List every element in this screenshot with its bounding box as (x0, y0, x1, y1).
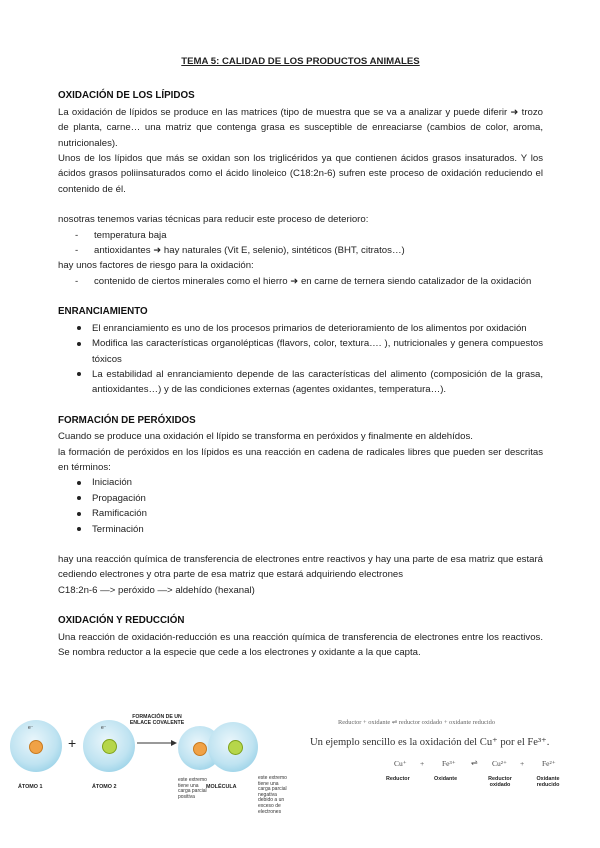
paragraph: La oxidación de lípidos se produce en las matrices (tipo de muestra que se va a analizar y puede diferir ➜ trozo de planta, carne… una matriz que contenga grasa es susceptible de enreaciarse (cambios de color, aroma, nutricionales). (58, 106, 543, 149)
document-page (58, 54, 543, 660)
paragraph: Unos de los lípidos que más se oxidan son los triglicéridos ya que contienen ácidos grasos insaturados. Y los ácidos grasos poliinsaturados como el ácido linoleico (C18:2n-6) sufren este proceso de oxidación reduciendo el contenido de él. (58, 153, 543, 195)
paragraph: hay una reacción química de transferencia de electrones entre reactivos y hay una parte de esa matriz que estará cediendo electrones y otra parte de esa matriz que estará adquiriendo electrones (58, 553, 543, 581)
atom2-electron: e⁻ (101, 725, 107, 731)
paragraph: C18:2n-6 —> peróxido —> aldehído (hexanal) (58, 584, 255, 596)
list-item: La estabilidad al enranciamiento depende de las características del alimento (composición de la grasa, antioxidantes…) y de las condiciones externas (agentes oxidantes, temperatura…). (58, 367, 543, 398)
list-item: Iniciación (58, 475, 543, 490)
note-left: este extremo tiene una carga parcial positiva (178, 777, 207, 800)
fases-list (58, 475, 543, 537)
role-reductor-oxidado: Reductor oxidado (488, 776, 512, 789)
list-item: - antioxidantes ➜ hay naturales (Vit E, selenio), sintéticos (BHT, citratos…) (58, 243, 543, 258)
list-item: Modifica las características organolépticas (flavors, color, textura…. ), nutricionales y genera compuestos tóxicos (58, 336, 543, 367)
note-right: este extremo tiene una carga parcial negativa debido a un exceso de electrones (258, 775, 287, 815)
species-fe3: Fe³⁺ (442, 759, 456, 768)
atom2-label: ÁTOMO 2 (92, 784, 117, 790)
example-sentence: Un ejemplo sencillo es la oxidación del Cu⁺ por el Fe³⁺. (310, 737, 550, 748)
paragraph: hay unos factores de riesgo para la oxidación: (58, 260, 254, 272)
species-cu-plus: Cu⁺ (394, 759, 407, 768)
redox-figure (8, 712, 592, 820)
paragraph: Una reacción de oxidación-reducción es una reacción química de transferencia de electrones entre los reactivos. Se nombra reductor a la especie que cede a los electrones y oxidante a la que capta. (58, 631, 543, 658)
list-item: Ramificación (58, 506, 543, 521)
list-item: Propagación (58, 491, 543, 506)
species-plus-2: + (520, 759, 525, 768)
list-item: El enranciamiento es uno de los procesos primarios de deterioramiento de los alimentos por oxidación (58, 321, 543, 336)
molecule-left-nucleus (193, 742, 207, 756)
list-item: - temperatura baja (58, 228, 543, 243)
species-cu2: Cu²⁺ (492, 759, 507, 768)
tecnicas-list (58, 228, 543, 259)
role-oxidante: Oxidante (434, 776, 458, 782)
atom1-electron: e⁻ (28, 725, 34, 731)
page-title: TEMA 5: CALIDAD DE LOS PRODUCTOS ANIMALES (181, 56, 420, 67)
plus-sign: + (68, 735, 77, 751)
section-heading-oxidacion: OXIDACIÓN DE LOS LÍPIDOS (58, 90, 195, 102)
general-equation: Reductor + oxidante ⇌ reductor oxidado + oxidante reducido (338, 719, 496, 726)
paragraph: nosotras tenemos varias técnicas para reducir este proceso de deterioro: (58, 214, 369, 226)
section-heading-peroxidos: FORMACIÓN DE PERÓXIDOS (58, 414, 196, 426)
formacion-label: FORMACIÓN DE UN ENLACE COVALENTE (129, 714, 185, 727)
list-item: Terminación (58, 522, 543, 537)
section-heading-redox: OXIDACIÓN Y REDUCCIÓN (58, 615, 185, 627)
riesgos-list (58, 274, 543, 289)
paragraph: la formación de peróxidos en los lípidos es una reacción en cadena de radicales libres que pueden ser descritas en términos: (58, 446, 543, 473)
role-oxidante-reducido: Oxidante reducido (536, 776, 560, 789)
arrow-icon (137, 739, 177, 747)
molecule-label: MOLÉCULA (206, 784, 237, 790)
species-fe2: Fe²⁺ (542, 759, 556, 768)
atom1-label: ÁTOMO 1 (18, 784, 43, 790)
molecule-right-nucleus (228, 740, 243, 755)
enranciamiento-list (58, 321, 543, 398)
list-item: - contenido de ciertos minerales como el hierro ➜ en carne de ternera siendo catalizador de la oxidación (58, 274, 543, 289)
paragraph: Cuando se produce una oxidación el lípido se transforma en peróxidos y finalmente en aldehídos. (58, 431, 473, 443)
role-reductor: Reductor (386, 776, 410, 782)
species-plus-1: + (420, 759, 425, 768)
atom2-nucleus (102, 739, 117, 754)
section-heading-enranciamiento: ENRANCIAMIENTO (58, 306, 148, 318)
species-equilibrium: ⇌ (471, 758, 478, 767)
atom1-nucleus (29, 740, 43, 754)
